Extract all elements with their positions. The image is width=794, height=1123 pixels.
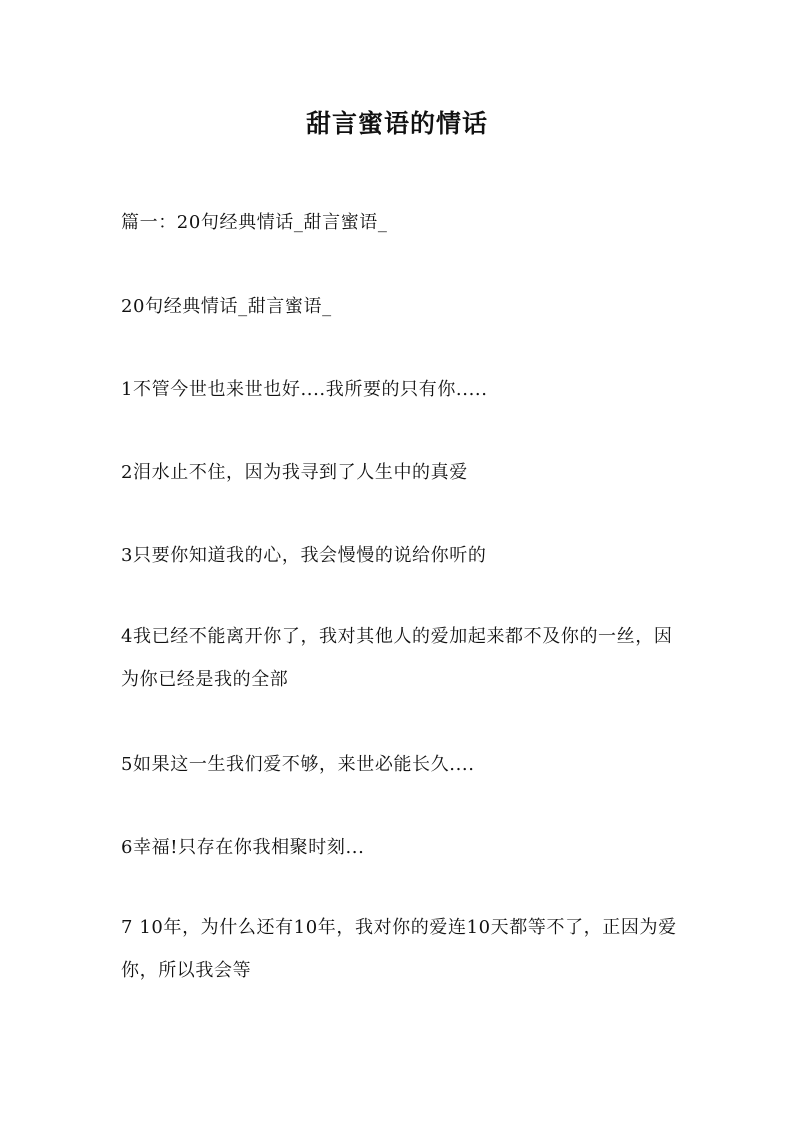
page-title: 甜言蜜语的情话 bbox=[305, 109, 488, 138]
quote-item-6: 6幸福!只存在你我相聚时刻... bbox=[121, 837, 365, 858]
quote-item-3: 3只要你知道我的心，我会慢慢的说给你听的 bbox=[121, 545, 487, 566]
quote-item-5: 5如果这一生我们爱不够，来世必能长久.... bbox=[121, 754, 475, 775]
quote-item-2: 2泪水止不住，因为我寻到了人生中的真爱 bbox=[121, 462, 468, 483]
quote-item-1: 1不管今世也来世也好....我所要的只有你..... bbox=[121, 379, 488, 400]
quote-item-7: 7 10年，为什么还有10年，我对你的爱连10天都等不了，正因为爱你，所以我会等 bbox=[121, 917, 677, 981]
subheading: 20句经典情话_甜言蜜语_ bbox=[121, 296, 332, 317]
quote-item-4: 4我已经不能离开你了，我对其他人的爱加起来都不及你的一丝，因为你已经是我的全部 bbox=[121, 626, 673, 690]
section-heading: 篇一：20句经典情话_甜言蜜语_ bbox=[121, 212, 388, 233]
